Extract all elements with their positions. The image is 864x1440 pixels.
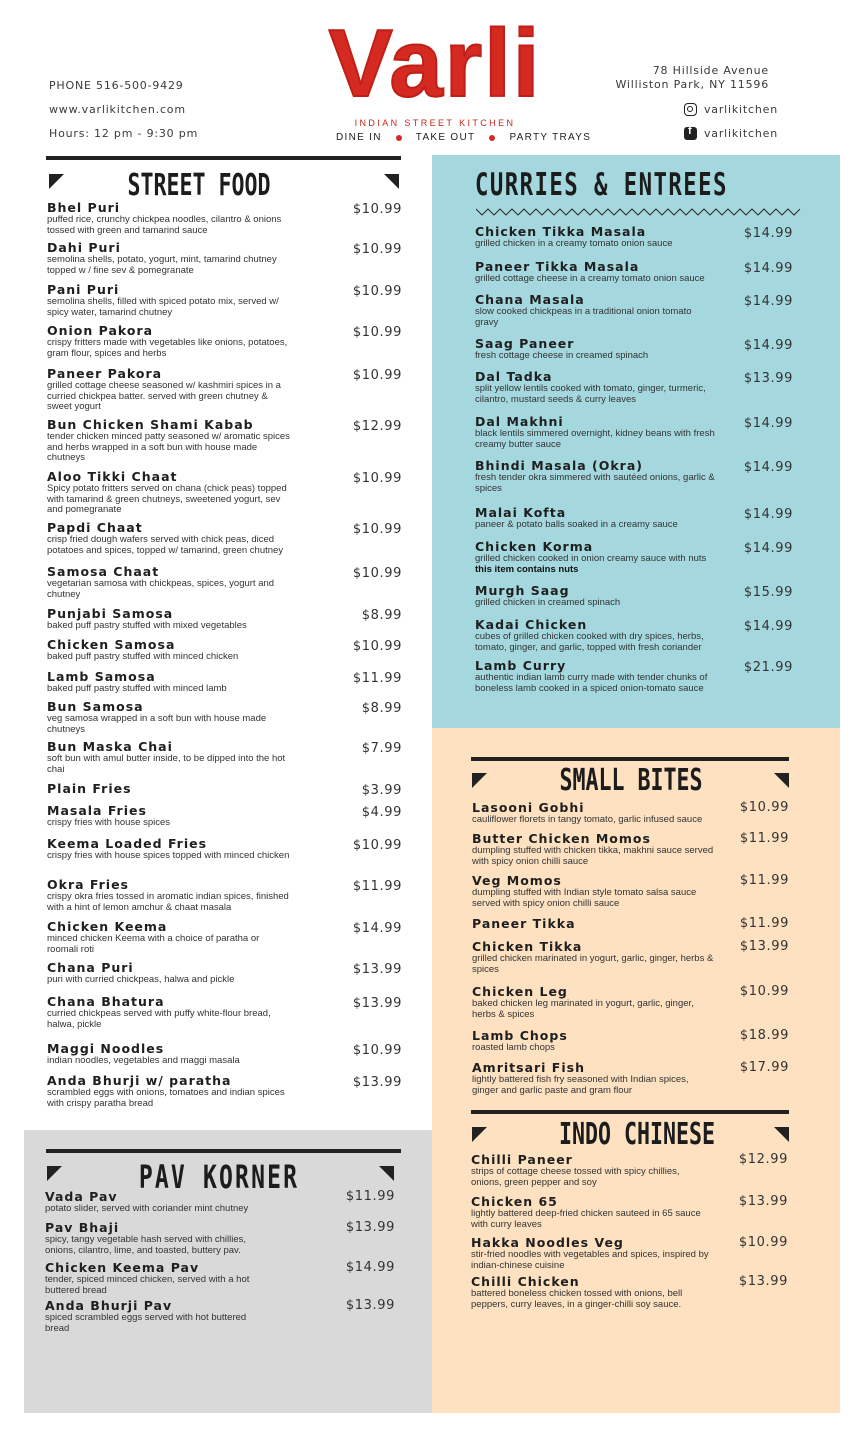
menu-item: [45, 1189, 263, 1215]
contact-info: [49, 74, 198, 146]
item-name: Chana Puri: [47, 960, 134, 975]
item-name: Dal Makhni: [475, 414, 564, 429]
section-divider: [46, 156, 401, 160]
section-divider: [471, 757, 789, 761]
service-dine-in: DINE IN: [336, 132, 382, 143]
item-description: split yellow lentils cooked with tomato, ginger, turmeric, cilantro, mustard seeds & curry leaves: [475, 383, 706, 405]
menu-item: [47, 836, 293, 862]
item-description: minced chicken Keema with a choice of paratha or roomali roti: [47, 933, 260, 955]
item-name: Anda Bhurji Pav: [45, 1298, 173, 1313]
corner-triangle-icon: [472, 1127, 487, 1142]
item-description: grilled cottage cheese in a creamy tomato onion sauce: [475, 273, 705, 284]
item-description: baked puff pastry stuffed with minced lamb: [47, 683, 227, 694]
item-description: authentic indian lamb curry made with tender chunks of boneless lamb cooked in a spiced onion-tomato sauce: [475, 672, 708, 694]
item-price: $10.99: [352, 522, 402, 537]
bullet-dot-icon: [396, 135, 402, 141]
item-description: battered boneless chicken tossed with onions, bell peppers, curry leaves, in a ginger-chilli soy sauce.: [471, 1288, 683, 1310]
item-price: $14.99: [743, 460, 793, 475]
item-name: Chana Bhatura: [47, 994, 165, 1009]
instagram-link[interactable]: [684, 103, 778, 116]
menu-item: [47, 200, 293, 236]
item-price: $10.99: [739, 984, 789, 999]
menu-item: [475, 369, 715, 405]
address-line2: Williston Park, NY 11596: [615, 78, 769, 91]
item-description: baked chicken leg marinated in yogurt, garlic, ginger, herbs & spices: [472, 998, 694, 1020]
item-price: $18.99: [739, 1028, 789, 1043]
menu-item: [472, 1028, 714, 1054]
item-description: paneer & potato balls soaked in a creamy sauce: [475, 519, 678, 530]
item-name: Chilli Paneer: [471, 1152, 573, 1167]
address: [615, 64, 769, 92]
item-price: $10.99: [352, 1043, 402, 1058]
item-price: $14.99: [345, 1260, 395, 1275]
allergen-note: [475, 565, 715, 576]
item-name: Chicken Korma: [475, 539, 594, 554]
item-description: semolina shells, filled with spiced potato mix, served w/ spicy water, tamarind chutney: [47, 296, 279, 318]
item-name: Pav Bhaji: [45, 1220, 120, 1235]
item-price: $14.99: [743, 619, 793, 634]
menu-item: [472, 984, 714, 1020]
item-price: $13.99: [345, 1220, 395, 1235]
street-food-title: STREET FOOD: [127, 168, 271, 203]
item-name: Lamb Curry: [475, 658, 567, 673]
menu-item: [47, 781, 293, 796]
item-description: tender, spiced minced chicken, served with a hot buttered bread: [45, 1274, 250, 1296]
item-price: $14.99: [352, 921, 402, 936]
item-price: $3.99: [361, 783, 402, 798]
website-link[interactable]: www.varlikitchen.com: [49, 103, 186, 116]
menu-item: [47, 366, 293, 413]
item-description: scrambled eggs with onions, tomatoes and indian spices with crispy paratha bread: [47, 1087, 285, 1109]
item-price: $10.99: [352, 471, 402, 486]
item-description: black lentils simmered overnight, kidney beans with fresh creamy butter sauce: [475, 428, 715, 450]
item-name: Dahi Puri: [47, 240, 121, 255]
item-name: Papdi Chaat: [47, 520, 143, 535]
item-name: Okra Fries: [47, 877, 129, 892]
menu-item: [471, 1235, 711, 1271]
item-description: Spicy potato fritters served on chana (chick peas) topped with tamarind & green chutneys, sweetened yogurt, sev and pomegranate: [47, 483, 287, 515]
item-price: $10.99: [739, 800, 789, 815]
item-description: curried chickpeas served with puffy white-flour bread, halwa, pickle: [47, 1008, 271, 1030]
item-price: $12.99: [352, 419, 402, 434]
pav-korner-title: PAV KORNER: [138, 1158, 300, 1196]
hours-text: Hours: 12 pm - 9:30 pm: [49, 127, 199, 140]
facebook-link[interactable]: [684, 127, 778, 140]
item-description: baked puff pastry stuffed with mixed vegetables: [47, 620, 247, 631]
service-take-out: TAKE OUT: [415, 132, 476, 143]
item-description: tender chicken minced patty seasoned w/ aromatic spices and herbs wrapped in a soft bun with house made chutneys: [47, 431, 290, 463]
item-description: roasted lamb chops: [472, 1042, 555, 1053]
item-name: Maggi Noodles: [47, 1041, 165, 1056]
menu-item: [47, 803, 293, 829]
item-description: crispy okra fries tossed in aromatic indian spices, finished with a hint of lemon amchur & chaat masala: [47, 891, 289, 913]
menu-item: [472, 939, 714, 975]
item-name: Amritsari Fish: [472, 1060, 585, 1075]
item-price: $4.99: [361, 805, 402, 820]
small-bites-title: SMALL BITES: [559, 763, 703, 798]
item-price: $11.99: [345, 1189, 395, 1204]
item-price: $10.99: [352, 202, 402, 217]
menu-item: [47, 564, 293, 600]
menu-item: [472, 800, 714, 826]
menu-item: [47, 240, 293, 276]
menu-item: [47, 669, 293, 695]
item-description: cauliflower florets in tangy tomato, garlic infused sauce: [472, 814, 703, 825]
item-price: $17.99: [739, 1060, 789, 1075]
item-name: Chilli Chicken: [471, 1274, 580, 1289]
item-name: Lamb Chops: [472, 1028, 568, 1043]
item-description: grilled cottage cheese seasoned w/ kashmiri spices in a curried chickpea batter. served with green chutney & sweet yogurt: [47, 380, 281, 412]
item-name: Masala Fries: [47, 803, 147, 818]
item-name: Lasooni Gobhi: [472, 800, 585, 815]
item-price: $10.99: [352, 242, 402, 257]
item-price: $11.99: [739, 831, 789, 846]
item-name: Paneer Tikka Masala: [475, 259, 640, 274]
menu-item: [475, 617, 715, 653]
zigzag-divider: [476, 207, 802, 217]
menu-item: [475, 336, 715, 362]
item-price: $10.99: [352, 566, 402, 581]
menu-item: [472, 873, 714, 909]
item-description: semolina shells, potato, yogurt, mint, tamarind chutney topped w / fine sev & pomegranate: [47, 254, 277, 276]
menu-item: [472, 1060, 714, 1096]
item-name: Hakka Noodles Veg: [471, 1235, 624, 1250]
item-description: lightly battered deep-fried chicken sauteed in 65 sauce with curry leaves: [471, 1208, 701, 1230]
item-description: crispy fries with house spices: [47, 817, 171, 828]
item-description: grilled chicken marinated in yogurt, garlic, ginger, herbs & spices: [472, 953, 714, 975]
item-name: Saag Paneer: [475, 336, 575, 351]
address-line1: 78 Hillside Avenue: [652, 64, 769, 77]
instagram-handle: varlikitchen: [704, 103, 778, 116]
item-name: Chicken Samosa: [47, 637, 176, 652]
menu-item: [472, 831, 714, 867]
item-description: puffed rice, crunchy chickpea noodles, cilantro & onions tossed with green and tamarind sauce: [47, 214, 282, 236]
item-name: Bun Maska Chai: [47, 739, 173, 754]
item-name: Chicken Tikka: [472, 939, 583, 954]
item-price: $14.99: [743, 416, 793, 431]
item-description: indian noodles, vegetables and maggi masala: [47, 1055, 240, 1066]
corner-triangle-icon: [774, 1127, 789, 1142]
menu-item: [45, 1260, 263, 1296]
menu-item: [475, 414, 715, 450]
item-description: baked puff pastry stuffed with minced chicken: [47, 651, 239, 662]
item-price: $15.99: [743, 585, 793, 600]
item-price: $14.99: [743, 541, 793, 556]
item-description: soft bun with amul butter inside, to be dipped into the hot chai: [47, 753, 286, 775]
item-price: $14.99: [743, 507, 793, 522]
item-name: Pani Puri: [47, 282, 120, 297]
item-price: $8.99: [361, 608, 402, 623]
item-description: grilled chicken cooked in onion creamy sauce with nuts: [475, 553, 707, 564]
item-price: $11.99: [352, 879, 402, 894]
facebook-handle: varlikitchen: [704, 127, 778, 140]
menu-item: [47, 739, 293, 775]
menu-item: [475, 458, 715, 494]
brand-logo: [320, 10, 550, 128]
item-price: $10.99: [352, 368, 402, 383]
item-name: Onion Pakora: [47, 323, 154, 338]
item-price: $13.99: [739, 939, 789, 954]
menu-item: [47, 877, 293, 913]
item-price: $13.99: [738, 1274, 788, 1289]
item-name: Chicken 65: [471, 1194, 558, 1209]
item-price: $12.99: [738, 1152, 788, 1167]
item-name: Chana Masala: [475, 292, 585, 307]
menu-item: [47, 637, 293, 663]
item-price: $21.99: [743, 660, 793, 675]
menu-item: [47, 282, 293, 318]
menu-item: [471, 1194, 711, 1230]
item-name: Kadai Chicken: [475, 617, 588, 632]
item-description: slow cooked chickpeas in a traditional onion tomato gravy: [475, 306, 692, 328]
item-name: Lamb Samosa: [47, 669, 156, 684]
item-price: $10.99: [352, 838, 402, 853]
menu-item: [47, 699, 293, 735]
item-name: Dal Tadka: [475, 369, 553, 384]
service-options: [336, 132, 591, 143]
curries-title: CURRIES & ENTREES: [475, 167, 728, 203]
item-price: $11.99: [739, 916, 789, 931]
item-price: $13.99: [345, 1298, 395, 1313]
item-name: Malai Kofta: [475, 505, 567, 520]
item-price: $13.99: [352, 996, 402, 1011]
item-description: strips of cottage cheese tossed with spicy chillies, onions, green pepper and soy: [471, 1166, 680, 1188]
item-name: Bhindi Masala (Okra): [475, 458, 643, 473]
item-price: $14.99: [743, 338, 793, 353]
menu-item: [475, 658, 715, 694]
item-description: lightly battered fish fry seasoned with Indian spices, ginger and garlic paste and gram flour: [472, 1074, 689, 1096]
item-description: crispy fries with house spices topped with minced chicken: [47, 850, 290, 861]
menu-item: [471, 1274, 711, 1310]
allergen-note-text: this item contains nuts: [475, 563, 579, 575]
corner-triangle-icon: [472, 773, 487, 788]
item-price: $7.99: [361, 741, 402, 756]
item-description: dumpling stuffed with Indian style tomato salsa sauce served with spicy onion chilli sauce: [472, 887, 697, 909]
facebook-icon: [684, 127, 697, 140]
item-name: Butter Chicken Momos: [472, 831, 651, 846]
item-name: Samosa Chaat: [47, 564, 160, 579]
corner-triangle-icon: [49, 174, 64, 189]
menu-item: [472, 916, 714, 931]
item-price: $10.99: [352, 639, 402, 654]
bullet-dot-icon: [489, 135, 495, 141]
item-name: Chicken Keema Pav: [45, 1260, 200, 1275]
item-price: $10.99: [352, 284, 402, 299]
corner-triangle-icon: [774, 773, 789, 788]
item-description: vegetarian samosa with chickpeas, spices, yogurt and chutney: [47, 578, 275, 600]
menu-item: [47, 1041, 293, 1067]
corner-triangle-icon: [47, 1166, 62, 1181]
item-description: cubes of grilled chicken cooked with dry spices, herbs, tomato, ginger, and garlic, topped with fresh coriander: [475, 631, 704, 653]
menu-item: [475, 583, 715, 609]
menu-item: [475, 224, 715, 250]
item-price: $13.99: [738, 1194, 788, 1209]
item-name: Chicken Tikka Masala: [475, 224, 647, 239]
section-divider: [471, 1110, 789, 1114]
item-price: $8.99: [361, 701, 402, 716]
item-description: potato slider, served with coriander mint chutney: [45, 1203, 249, 1214]
item-description: crispy fritters made with vegetables like onions, potatoes, gram flour, spices and herbs: [47, 337, 288, 359]
item-description: crisp fried dough wafers served with chick peas, diced potatoes and spices, topped w/ tamarind, green chutney: [47, 534, 284, 556]
item-name: Murgh Saag: [475, 583, 570, 598]
item-price: $14.99: [743, 294, 793, 309]
menu-item: [47, 960, 293, 986]
item-name: Paneer Pakora: [47, 366, 163, 381]
item-description: fresh cottage cheese in creamed spinach: [475, 350, 649, 361]
menu-item: [475, 539, 715, 575]
item-price: $13.99: [352, 962, 402, 977]
menu-item: [45, 1220, 263, 1256]
item-description: puri with curried chickpeas, halwa and pickle: [47, 974, 235, 985]
item-description: fresh tender okra simmered with sautéed onions, garlic & spices: [475, 472, 715, 494]
item-name: Paneer Tikka: [472, 916, 576, 931]
item-name: Veg Momos: [472, 873, 562, 888]
section-divider: [46, 1149, 401, 1153]
item-description: stir-fried noodles with vegetables and spices, inspired by indian-chinese cuisine: [471, 1249, 709, 1271]
menu-item: [475, 505, 715, 531]
brand-tagline: INDIAN STREET KITCHEN: [354, 118, 516, 128]
item-description: grilled chicken in creamed spinach: [475, 597, 621, 608]
item-description: veg samosa wrapped in a soft bun with house made chutneys: [47, 713, 267, 735]
item-name: Aloo Tikki Chaat: [47, 469, 178, 484]
item-price: $14.99: [743, 261, 793, 276]
item-description: spicy, tangy vegetable hash served with chillies, onions, cilantro, lime, and toasted, buttery pav.: [45, 1234, 247, 1256]
item-name: Keema Loaded Fries: [47, 836, 208, 851]
corner-triangle-icon: [384, 174, 399, 189]
menu-item: [45, 1298, 263, 1334]
menu-item: [47, 994, 293, 1030]
item-name: Chicken Leg: [472, 984, 568, 999]
phone-text: PHONE 516-500-9429: [49, 79, 184, 92]
menu-item: [475, 292, 715, 328]
item-name: Bun Samosa: [47, 699, 144, 714]
menu-item: [47, 417, 293, 464]
item-description: spiced scrambled eggs served with hot buttered bread: [45, 1312, 247, 1334]
menu-item: [475, 259, 715, 285]
menu-item: [471, 1152, 711, 1188]
item-description: dumpling stuffed with chicken tikka, makhni sauce served with spicy onion chilli sauce: [472, 845, 714, 867]
item-name: Chicken Keema: [47, 919, 168, 934]
item-price: $11.99: [739, 873, 789, 888]
instagram-icon: [684, 103, 697, 116]
item-price: $11.99: [352, 671, 402, 686]
item-name: Anda Bhurji w/ paratha: [47, 1073, 232, 1088]
menu-item: [47, 520, 293, 556]
item-name: Bun Chicken Shami Kabab: [47, 417, 254, 432]
menu-item: [47, 919, 293, 955]
item-price: $14.99: [743, 226, 793, 241]
menu-item: [47, 323, 293, 359]
item-name: Vada Pav: [45, 1189, 118, 1204]
corner-triangle-icon: [379, 1166, 394, 1181]
item-price: $10.99: [352, 325, 402, 340]
item-description: grilled chicken in a creamy tomato onion sauce: [475, 238, 673, 249]
indo-chinese-title: INDO CHINESE: [558, 1117, 716, 1152]
item-price: $13.99: [352, 1075, 402, 1090]
item-price: $13.99: [743, 371, 793, 386]
item-name: Plain Fries: [47, 781, 132, 796]
service-party-trays: PARTY TRAYS: [509, 132, 592, 143]
item-name: Bhel Puri: [47, 200, 121, 215]
item-price: $10.99: [738, 1235, 788, 1250]
item-name: Punjabi Samosa: [47, 606, 174, 621]
menu-item: [47, 606, 293, 632]
brand-name: Varli: [320, 22, 550, 106]
menu-item: [47, 1073, 293, 1109]
menu-item: [47, 469, 293, 516]
